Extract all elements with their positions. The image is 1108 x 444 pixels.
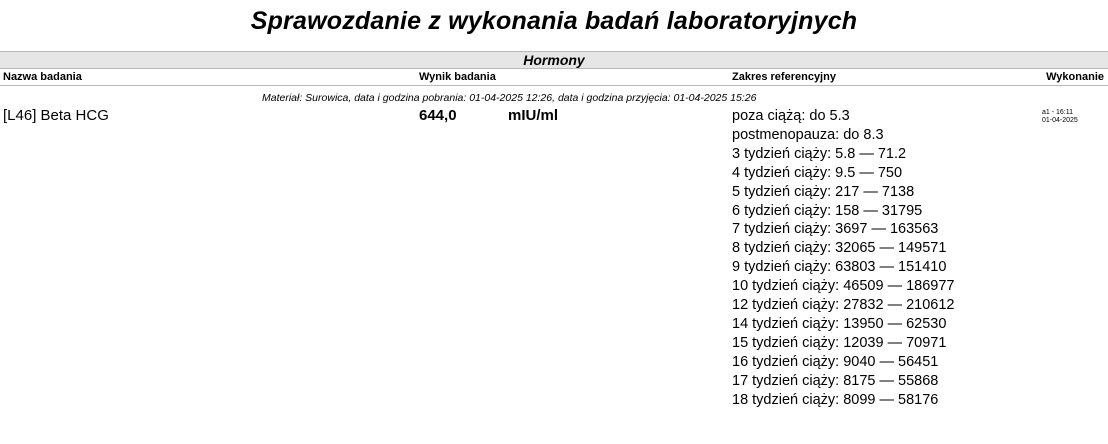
column-header-range: Zakres referencyjny <box>732 71 836 83</box>
column-header-done: Wykonanie <box>1046 71 1104 83</box>
column-headers <box>0 70 1108 86</box>
reference-range-item: 15 tydzień ciąży: 12039 — 70971 <box>732 334 947 351</box>
reference-range-item: 7 tydzień ciąży: 3697 — 163563 <box>732 221 939 238</box>
reference-range-item: 5 tydzień ciąży: 217 — 7138 <box>732 183 915 200</box>
reference-range-item: 17 tydzień ciąży: 8175 — 55868 <box>732 372 939 389</box>
column-header-result: Wynik badania <box>419 71 496 83</box>
performed-by: a1 - 16:11 <box>1042 109 1074 116</box>
result-value: 644,0 <box>419 107 457 124</box>
reference-range-item: 8 tydzień ciąży: 32065 — 149571 <box>732 240 947 257</box>
column-header-name: Nazwa badania <box>3 71 82 83</box>
reference-range-item: 18 tydzień ciąży: 8099 — 58176 <box>732 391 939 408</box>
report-title: Sprawozdanie z wykonania badań laboratoryjnych <box>250 7 858 35</box>
reference-range-item: 9 tydzień ciąży: 63803 — 151410 <box>732 259 947 276</box>
reference-range-item: 6 tydzień ciąży: 158 — 31795 <box>732 202 923 219</box>
reference-range-item: postmenopauza: do 8.3 <box>732 126 884 143</box>
reference-range-item: 3 tydzień ciąży: 5.8 — 71.2 <box>732 145 907 162</box>
performed-info <box>1042 109 1078 125</box>
reference-range-item: 16 tydzień ciąży: 9040 — 56451 <box>732 353 939 370</box>
test-name: [L46] Beta HCG <box>3 107 109 124</box>
reference-range-item: 12 tydzień ciąży: 27832 — 210612 <box>732 297 955 314</box>
reference-range-item: 4 tydzień ciąży: 9.5 — 750 <box>732 164 903 181</box>
reference-range-list <box>732 107 954 410</box>
section-header-hormony: Hormony <box>0 51 1108 69</box>
reference-range-item: 14 tydzień ciąży: 13950 — 62530 <box>732 315 947 332</box>
result-unit: mIU/ml <box>508 107 559 124</box>
reference-range-item: poza ciążą: do 5.3 <box>732 108 850 124</box>
performed-date: 01-04-2025 <box>1042 117 1078 124</box>
reference-range-item: 10 tydzień ciąży: 46509 — 186977 <box>732 278 955 295</box>
material-info: Materiał: Surowica, data i godzina pobrania: 01-04-2025 12:26, data i godzina przyjęcia: 01-04-2025 15:26 <box>262 92 757 104</box>
